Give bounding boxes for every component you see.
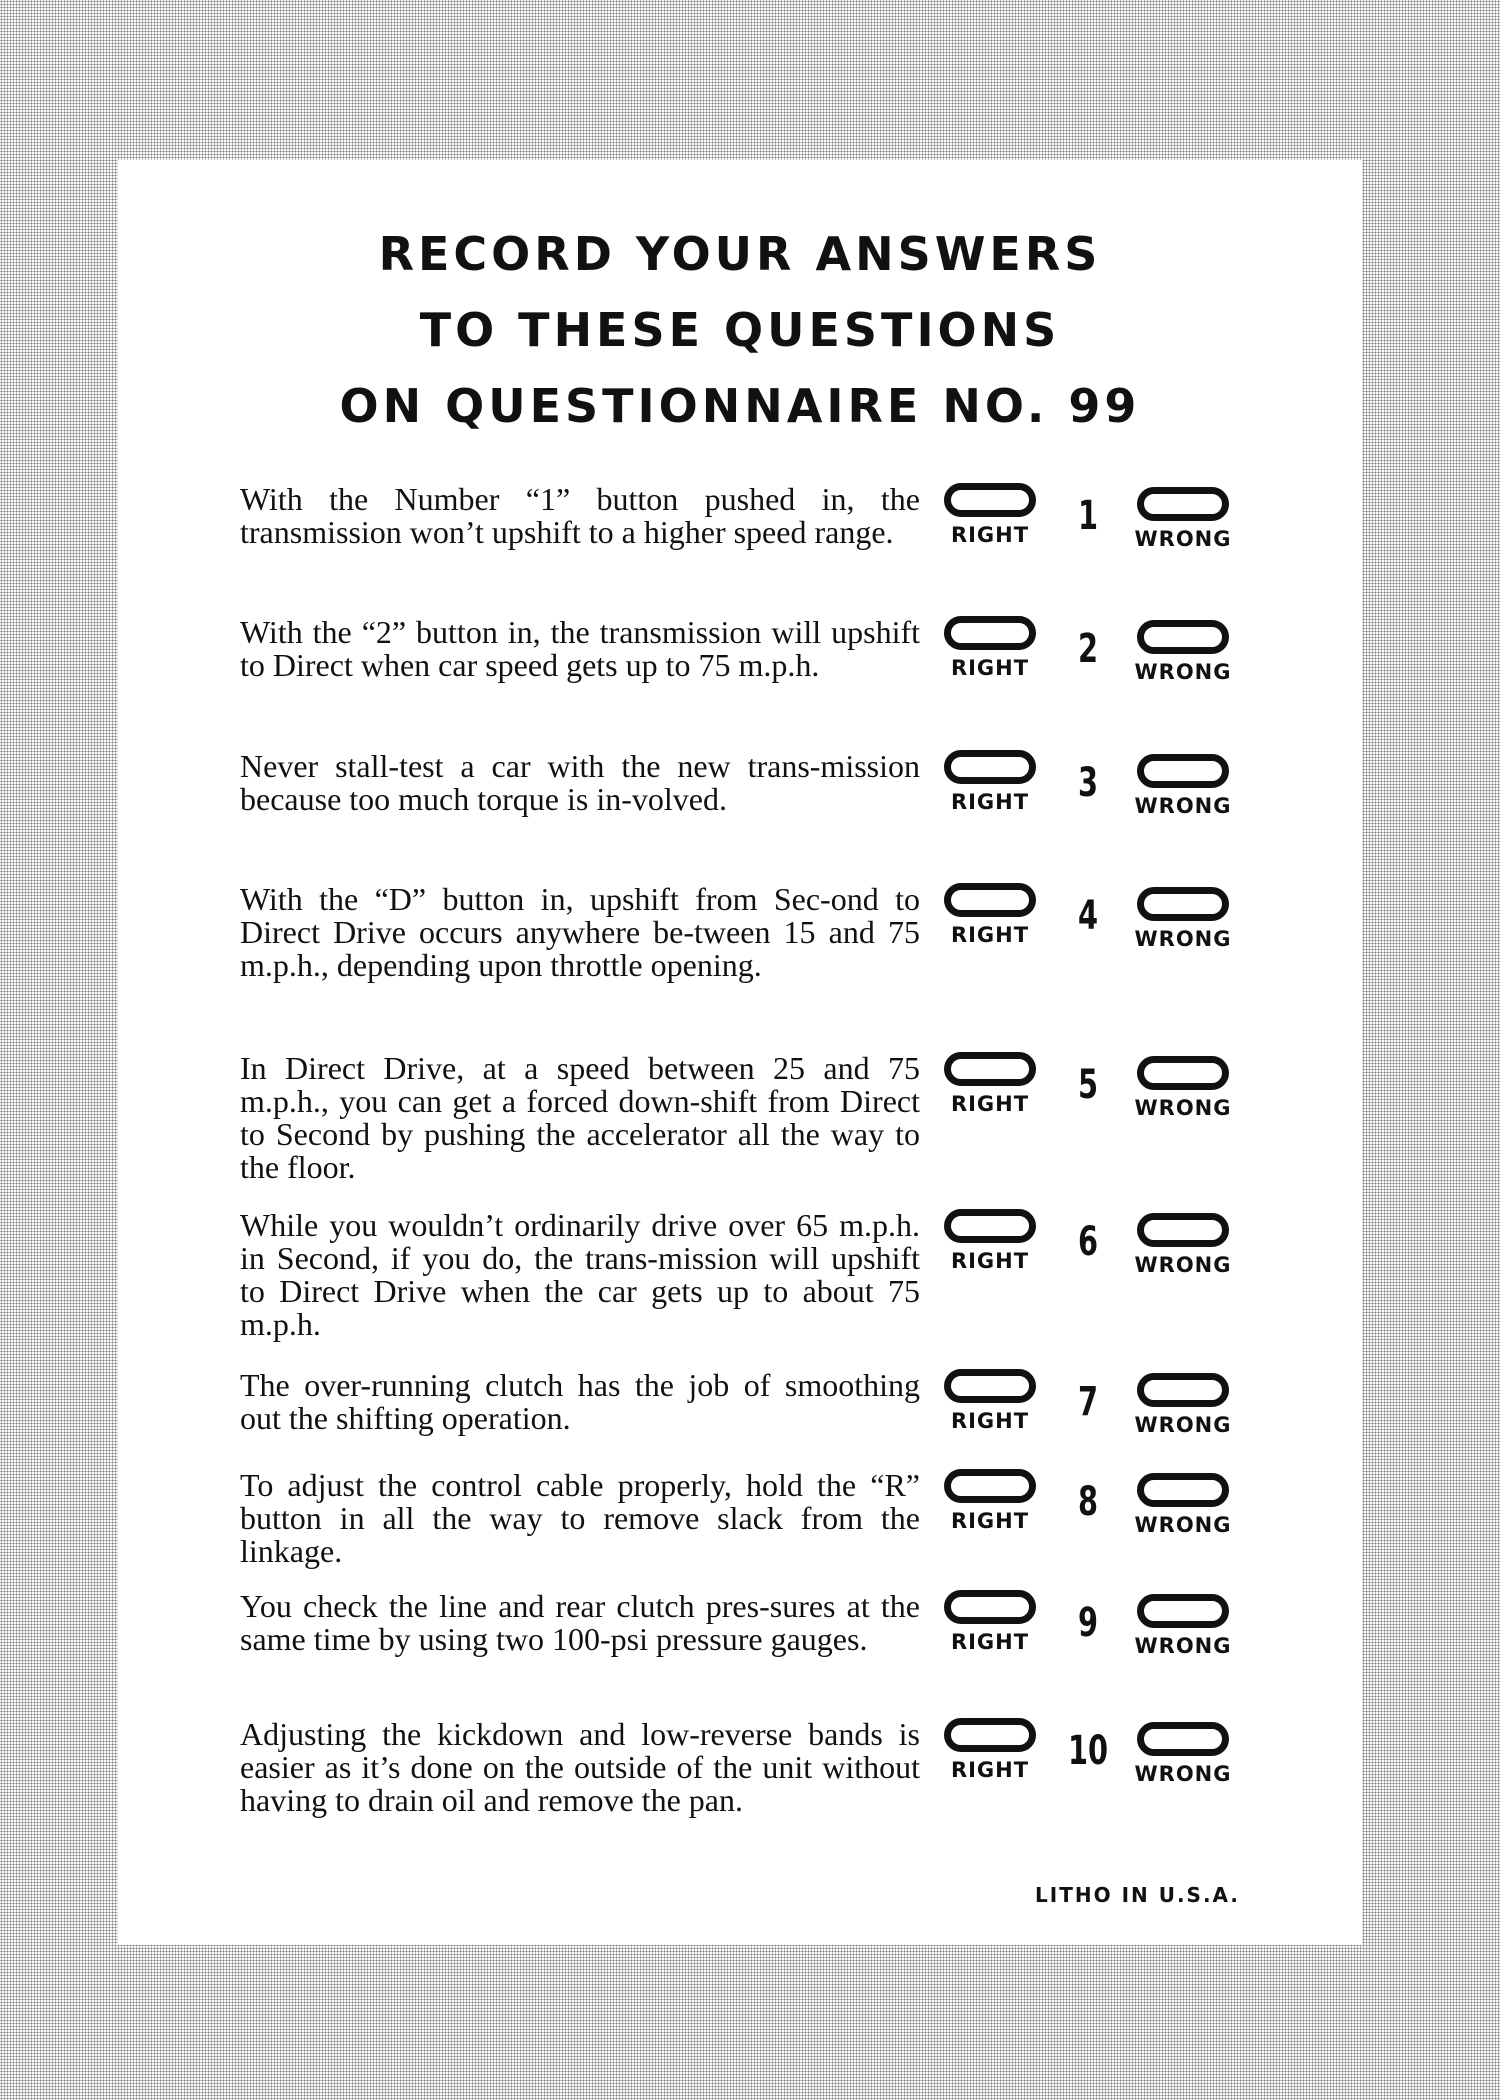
wrong-answer-bubble[interactable] bbox=[1137, 487, 1229, 521]
wrong-answer-bubble[interactable] bbox=[1137, 1473, 1229, 1507]
question-number: 2 bbox=[1077, 626, 1099, 672]
print-credit: LITHO IN U.S.A. bbox=[1035, 1883, 1240, 1907]
wrong-option[interactable] bbox=[1133, 620, 1233, 684]
wrong-option[interactable] bbox=[1133, 1373, 1233, 1437]
page-title bbox=[118, 216, 1362, 444]
wrong-option[interactable] bbox=[1133, 754, 1233, 818]
question-number: 6 bbox=[1077, 1219, 1099, 1265]
right-label: RIGHT bbox=[950, 523, 1030, 547]
wrong-option[interactable] bbox=[1133, 1056, 1233, 1120]
right-option[interactable] bbox=[940, 1469, 1040, 1533]
right-answer-bubble[interactable] bbox=[944, 1590, 1036, 1624]
wrong-option[interactable] bbox=[1133, 1594, 1233, 1658]
right-option[interactable] bbox=[940, 616, 1040, 680]
right-label: RIGHT bbox=[950, 1249, 1030, 1273]
right-answer-bubble[interactable] bbox=[944, 1209, 1036, 1243]
right-option[interactable] bbox=[940, 750, 1040, 814]
wrong-label: WRONG bbox=[1134, 527, 1232, 551]
wrong-answer-bubble[interactable] bbox=[1137, 887, 1229, 921]
question-text: With the Number “1” button pushed in, the transmission won’t upshift to a higher speed range. bbox=[240, 481, 920, 550]
question-number: 1 bbox=[1077, 493, 1099, 539]
question-number: 3 bbox=[1077, 760, 1099, 806]
right-option[interactable] bbox=[940, 483, 1040, 547]
wrong-label: WRONG bbox=[1134, 1096, 1232, 1120]
wrong-option[interactable] bbox=[1133, 487, 1233, 551]
question-number: 9 bbox=[1077, 1600, 1099, 1646]
wrong-label: WRONG bbox=[1134, 794, 1232, 818]
wrong-label: WRONG bbox=[1134, 927, 1232, 951]
wrong-option[interactable] bbox=[1133, 1213, 1233, 1277]
question-text: With the “2” button in, the transmission will upshift to Direct when car speed gets up to 75 m.p.h. bbox=[240, 614, 920, 683]
right-answer-bubble[interactable] bbox=[944, 1052, 1036, 1086]
wrong-label: WRONG bbox=[1134, 1634, 1232, 1658]
wrong-answer-bubble[interactable] bbox=[1137, 754, 1229, 788]
wrong-answer-bubble[interactable] bbox=[1137, 1213, 1229, 1247]
right-label: RIGHT bbox=[950, 923, 1030, 947]
wrong-answer-bubble[interactable] bbox=[1137, 1373, 1229, 1407]
right-option[interactable] bbox=[940, 1052, 1040, 1116]
question-text: You check the line and rear clutch pres-sures at the same time by using two 100-psi pressure gauges. bbox=[240, 1588, 920, 1657]
wrong-label: WRONG bbox=[1134, 1413, 1232, 1437]
title-line-3: ON QUESTIONNAIRE NO. 99 bbox=[339, 379, 1141, 433]
question-text: While you wouldn’t ordinarily drive over 65 m.p.h. in Second, if you do, the trans-mission will upshift to Direct Drive when the car gets up to about 75 m.p.h. bbox=[240, 1207, 920, 1342]
title-line-2: TO THESE QUESTIONS bbox=[419, 303, 1061, 357]
title-line-1: RECORD YOUR ANSWERS bbox=[378, 227, 1102, 281]
wrong-label: WRONG bbox=[1134, 1513, 1232, 1537]
wrong-answer-bubble[interactable] bbox=[1137, 620, 1229, 654]
question-text: The over-running clutch has the job of smoothing out the shifting operation. bbox=[240, 1367, 920, 1436]
question-number: 8 bbox=[1077, 1479, 1099, 1525]
right-option[interactable] bbox=[940, 883, 1040, 947]
right-answer-bubble[interactable] bbox=[944, 883, 1036, 917]
right-answer-bubble[interactable] bbox=[944, 483, 1036, 517]
question-text: Never stall-test a car with the new trans-mission because too much torque is in-volved. bbox=[240, 748, 920, 817]
right-label: RIGHT bbox=[950, 790, 1030, 814]
right-answer-bubble[interactable] bbox=[944, 1369, 1036, 1403]
question-number: 10 bbox=[1067, 1728, 1109, 1774]
wrong-answer-bubble[interactable] bbox=[1137, 1722, 1229, 1756]
wrong-answer-bubble[interactable] bbox=[1137, 1056, 1229, 1090]
right-label: RIGHT bbox=[950, 1630, 1030, 1654]
question-text: Adjusting the kickdown and low-reverse bands is easier as it’s done on the outside of the unit without having to drain oil and remove the pan. bbox=[240, 1716, 920, 1818]
right-answer-bubble[interactable] bbox=[944, 750, 1036, 784]
right-answer-bubble[interactable] bbox=[944, 616, 1036, 650]
right-option[interactable] bbox=[940, 1590, 1040, 1654]
right-option[interactable] bbox=[940, 1369, 1040, 1433]
right-option[interactable] bbox=[940, 1209, 1040, 1273]
question-text: To adjust the control cable properly, hold the “R” button in all the way to remove slack from the linkage. bbox=[240, 1467, 920, 1569]
right-label: RIGHT bbox=[950, 1409, 1030, 1433]
right-answer-bubble[interactable] bbox=[944, 1718, 1036, 1752]
right-label: RIGHT bbox=[950, 1758, 1030, 1782]
question-number: 5 bbox=[1077, 1062, 1099, 1108]
right-answer-bubble[interactable] bbox=[944, 1469, 1036, 1503]
question-text: In Direct Drive, at a speed between 25 and 75 m.p.h., you can get a forced down-shift from Direct to Second by pushing the accelerator all the way to the floor. bbox=[240, 1050, 920, 1185]
question-text: With the “D” button in, upshift from Sec-ond to Direct Drive occurs anywhere be-tween 15 and 75 m.p.h., depending upon throttle opening. bbox=[240, 881, 920, 983]
wrong-option[interactable] bbox=[1133, 887, 1233, 951]
wrong-option[interactable] bbox=[1133, 1473, 1233, 1537]
question-number: 4 bbox=[1077, 893, 1099, 939]
right-option[interactable] bbox=[940, 1718, 1040, 1782]
wrong-option[interactable] bbox=[1133, 1722, 1233, 1786]
wrong-label: WRONG bbox=[1134, 1253, 1232, 1277]
question-number: 7 bbox=[1077, 1379, 1099, 1425]
right-label: RIGHT bbox=[950, 1092, 1030, 1116]
wrong-label: WRONG bbox=[1134, 1762, 1232, 1786]
wrong-label: WRONG bbox=[1134, 660, 1232, 684]
wrong-answer-bubble[interactable] bbox=[1137, 1594, 1229, 1628]
questionnaire-card bbox=[118, 160, 1362, 1945]
right-label: RIGHT bbox=[950, 1509, 1030, 1533]
right-label: RIGHT bbox=[950, 656, 1030, 680]
